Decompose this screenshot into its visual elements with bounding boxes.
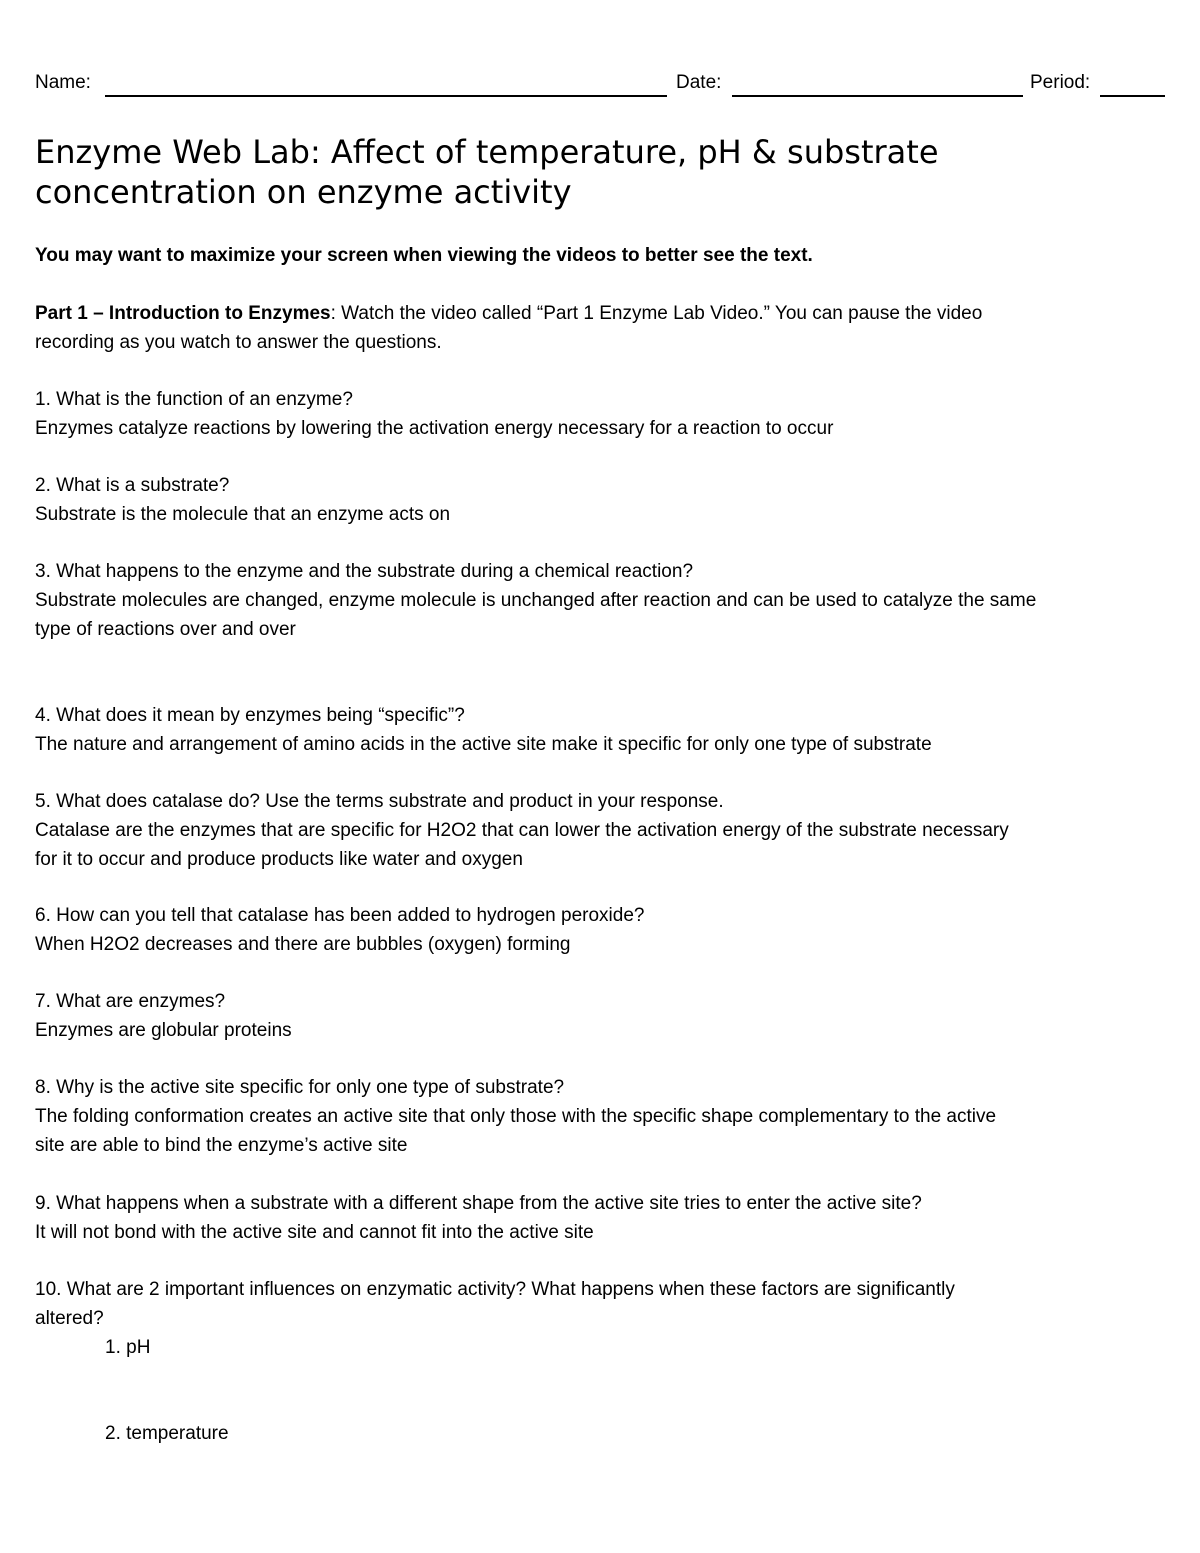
part1-colon: : [330, 303, 336, 324]
period-blank-line[interactable] [1100, 95, 1165, 97]
answer-line: When H2O2 decreases and there are bubbles (oxygen) forming [35, 934, 571, 955]
period-label: Period: [1030, 72, 1091, 93]
question-8 [35, 1073, 1165, 1160]
answer-line: Enzymes are globular proteins [35, 1020, 292, 1041]
part1-intro [35, 299, 1165, 357]
influence-item-2: 2. temperature [105, 1423, 229, 1444]
question-6 [35, 901, 1165, 959]
question-text: 2. What is a substrate? [35, 475, 230, 496]
question-5 [35, 787, 1165, 874]
answer-line: It will not bond with the active site and cannot fit into the active site [35, 1222, 594, 1243]
part1-text-2: recording as you watch to answer the questions. [35, 332, 442, 353]
question-2 [35, 471, 1165, 529]
answer-line: The folding conformation creates an active site that only those with the specific shape complementary to the active [35, 1106, 997, 1127]
question-text: 1. What is the function of an enzyme? [35, 389, 353, 410]
question-3 [35, 557, 1165, 644]
answer-line: type of reactions over and over [35, 619, 296, 640]
part1-line-1 [35, 299, 1165, 328]
part1-heading: Part 1 – Introduction to Enzymes [35, 303, 331, 324]
answer-line: site are able to bind the enzyme’s active site [35, 1135, 408, 1156]
answer-line: Catalase are the enzymes that are specific for H2O2 that can lower the activation energy of the substrate necessary [35, 820, 1009, 841]
question-1 [35, 385, 1165, 443]
date-blank-line[interactable] [732, 95, 1023, 97]
title-line-2: concentration on enzyme activity [35, 173, 572, 211]
question-text: 6. How can you tell that catalase has been added to hydrogen peroxide? [35, 905, 645, 926]
question-text-cont: altered? [35, 1308, 104, 1329]
question-text: 7. What are enzymes? [35, 991, 226, 1012]
influence-item-1: 1. pH [105, 1337, 151, 1358]
answer-line: Substrate molecules are changed, enzyme molecule is unchanged after reaction and can be used to catalyze the same [35, 590, 1037, 611]
header-row [35, 72, 1170, 102]
date-label: Date: [676, 72, 722, 93]
answer-line: The nature and arrangement of amino acids in the active site make it specific for only one type of substrate [35, 734, 932, 755]
question-10 [35, 1275, 1165, 1362]
answer-line: Substrate is the molecule that an enzyme acts on [35, 504, 451, 525]
question-text: 3. What happens to the enzyme and the substrate during a chemical reaction? [35, 561, 694, 582]
instruction-note: You may want to maximize your screen when viewing the videos to better see the text. [35, 245, 813, 266]
answer-line: for it to occur and produce products like water and oxygen [35, 849, 523, 870]
question-text: 9. What happens when a substrate with a different shape from the active site tries to enter the active site? [35, 1193, 922, 1214]
title-line-1: Enzyme Web Lab: Affect of temperature, pH & substrate [35, 133, 939, 171]
question-7 [35, 987, 1165, 1045]
name-label: Name: [35, 72, 91, 93]
name-blank-line[interactable] [105, 95, 667, 97]
question-9 [35, 1189, 1165, 1247]
question-text: 4. What does it mean by enzymes being “specific”? [35, 705, 465, 726]
question-4 [35, 701, 1165, 759]
question-text: 5. What does catalase do? Use the terms substrate and product in your response. [35, 791, 724, 812]
question-text: 8. Why is the active site specific for only one type of substrate? [35, 1077, 565, 1098]
question-text: 10. What are 2 important influences on enzymatic activity? What happens when these factors are significantly [35, 1279, 955, 1300]
answer-line: Enzymes catalyze reactions by lowering the activation energy necessary for a reaction to occur [35, 418, 834, 439]
page-title [35, 132, 1170, 212]
part1-text-1: Watch the video called “Part 1 Enzyme Lab Video.” You can pause the video [335, 303, 983, 324]
